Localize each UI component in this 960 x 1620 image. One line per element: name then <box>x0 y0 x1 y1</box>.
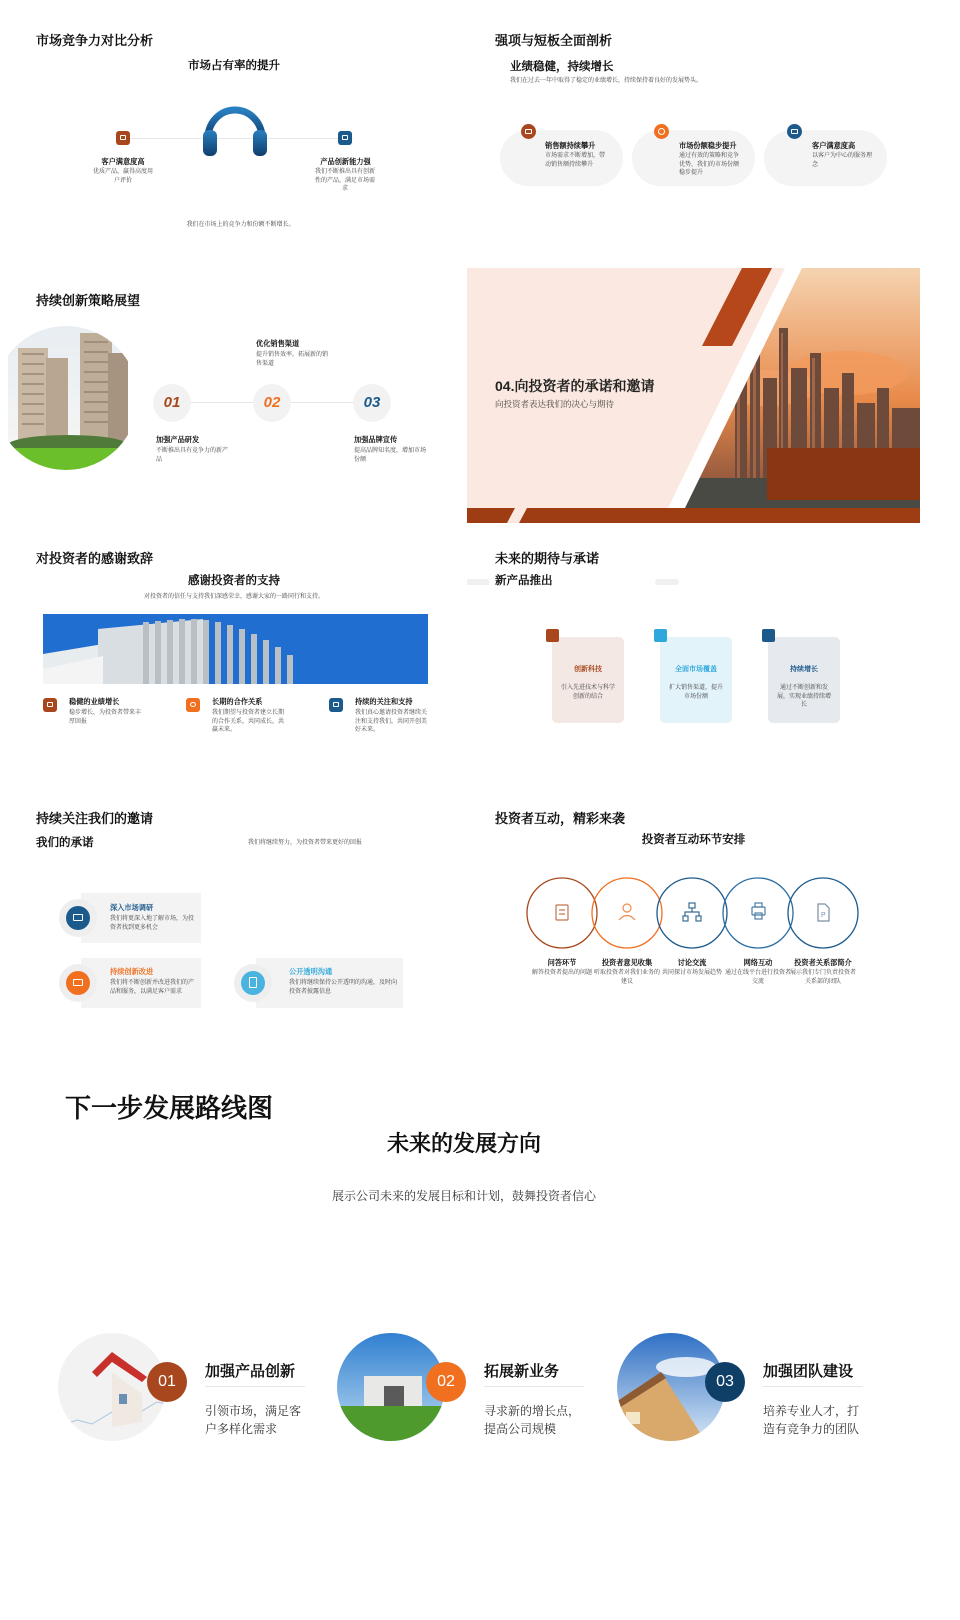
number-badge: 01 <box>147 1362 187 1402</box>
intro-text: 对投资者的信任与支持我们深感荣幸，感谢大家的一路同行和支持。 <box>143 594 324 600</box>
left-desc: 不断推出具有竞争力的新产品 <box>156 448 229 463</box>
number-badge: 03 <box>705 1362 745 1402</box>
slide-title: 下一步发展路线图 <box>65 1093 274 1123</box>
item-desc: 解答投资者提出的问题 <box>531 970 592 976</box>
section-subtitle: 向投资者表达我们的决心与期待 <box>495 399 615 409</box>
slide-title: 市场竞争力对比分析 <box>36 33 154 48</box>
growth-icon <box>43 698 57 712</box>
card-innovation[interactable] <box>552 637 624 723</box>
slide-subtitle: 市场占有率的提升 <box>188 60 280 72</box>
item-desc: 寻求新的增长点，提高公司规模 <box>484 1404 581 1436</box>
support-icon <box>329 698 343 712</box>
slide-innovation-outlook[interactable] <box>8 268 453 523</box>
slide-investor-thanks[interactable] <box>8 530 453 775</box>
top-label: 优化销售渠道 <box>256 339 300 348</box>
printer-icon <box>752 903 765 919</box>
card-desc: 通过有效的策略和竞争优势，我们的市场份额稳步提升 <box>679 153 740 177</box>
item-label: 问答环节 <box>547 958 577 967</box>
card-growth[interactable] <box>768 637 840 723</box>
slide-subtitle: 我们的承诺 <box>36 837 94 849</box>
left-desc: 优质产品，赢得高度用户评价 <box>93 169 154 184</box>
item-desc: 展示我们专门负责投资者关系部的团队 <box>790 970 857 985</box>
item-label: 公开透明沟通 <box>289 967 333 976</box>
building-photo <box>8 323 128 473</box>
item-label: 深入市场调研 <box>110 903 154 912</box>
slide-title: 投资者互动，精彩来袭 <box>495 811 626 826</box>
slide-strengths-analysis[interactable] <box>467 10 920 255</box>
card-label: 销售额持续攀升 <box>545 141 596 150</box>
svg-text:P: P <box>821 912 826 919</box>
improve-icon <box>66 971 90 995</box>
slide-investor-interaction[interactable] <box>467 790 920 1035</box>
item-desc: 培养专业人才，打造有竞争力的团队 <box>763 1404 860 1436</box>
card-desc: 通过不断创新和发展，实现业绩持续增长 <box>776 685 831 709</box>
slide-roadmap[interactable] <box>8 1050 920 1570</box>
store-icon <box>116 131 130 145</box>
card-label: 持续增长 <box>790 666 818 673</box>
section-title: 04.向投资者的承诺和邀请 <box>495 378 655 394</box>
divider <box>205 1386 305 1387</box>
item-label: 拓展新业务 <box>484 1363 560 1380</box>
monitor-icon <box>338 131 352 145</box>
step-02: 02 <box>253 384 291 422</box>
left-label: 加强产品研发 <box>156 435 200 444</box>
intro-text: 展示公司未来的发展目标和计划，鼓舞投资者信心 <box>331 1189 596 1203</box>
user-icon <box>619 904 635 920</box>
item-desc: 我们将更深入地了解市场，为投资者找到更多机会 <box>110 916 195 931</box>
card-label: 市场份额稳步提升 <box>679 141 737 150</box>
item-label: 持续创新改进 <box>110 967 154 976</box>
clipboard-icon <box>556 905 568 920</box>
item-desc: 我们将不断创新并改进我们的产品和服务，以满足客户需求 <box>110 980 195 995</box>
slide-title: 对投资者的感谢致辞 <box>36 551 154 566</box>
decor-bar <box>655 579 679 585</box>
interaction-rings <box>522 875 867 953</box>
growth-icon <box>762 629 775 642</box>
right-label: 产品创新能力强 <box>320 157 371 166</box>
item-desc: 共同探讨市场发展趋势 <box>661 970 722 976</box>
document-icon <box>241 971 265 995</box>
card-label: 客户满意度高 <box>812 141 856 150</box>
divider <box>763 1386 863 1387</box>
left-label: 客户满意度高 <box>101 157 145 166</box>
item-label: 投资者关系部简介 <box>794 958 852 967</box>
card-label: 全面市场覆盖 <box>675 666 717 673</box>
card-coverage[interactable] <box>660 637 732 723</box>
tech-icon <box>546 629 559 642</box>
card-desc: 扩大销售渠道，提升市场份额 <box>668 685 723 700</box>
slide-section-commitment[interactable] <box>467 268 920 523</box>
architecture-photo <box>43 614 428 684</box>
item-desc: 通过在线平台进行投资者交流 <box>725 970 792 985</box>
right-label: 加强品牌宣传 <box>354 435 398 444</box>
step-03: 03 <box>353 384 391 422</box>
right-desc: 我们不断推出具有创新性的产品，满足市场需求 <box>314 169 375 193</box>
item-desc: 我们真心邀请投资者继续关注和支持我们，共同开创美好未来。 <box>355 710 428 734</box>
item-label: 长期的合作关系 <box>212 697 263 706</box>
headphones-icon <box>200 98 270 160</box>
chat-icon <box>66 906 90 930</box>
slide-future-promise[interactable] <box>467 530 920 775</box>
card-desc: 以客户为中心的服务理念 <box>812 153 873 168</box>
item-desc: 我们将继续保持公开透明的沟通，及时向投资者披露信息 <box>289 980 398 995</box>
step-01: 01 <box>153 384 191 422</box>
sales-icon <box>521 124 536 139</box>
partnership-icon <box>186 698 200 712</box>
item-label: 讨论交流 <box>677 958 707 967</box>
slide-market-competition[interactable] <box>8 10 453 255</box>
item-label: 持续的关注和支持 <box>355 697 413 706</box>
item-label: 网络互动 <box>743 958 773 967</box>
card-label: 创新科技 <box>574 666 602 673</box>
decor-bar <box>467 579 489 585</box>
slide-subtitle: 投资者互动环节安排 <box>641 834 746 846</box>
slide-invitation[interactable] <box>8 790 453 1035</box>
right-desc: 提高品牌知名度，增加市场份额 <box>354 448 427 463</box>
number-badge: 02 <box>426 1362 466 1402</box>
intro-text: 我们将继续努力，为投资者带来更好的回报 <box>248 840 363 846</box>
slide-title: 未来的期待与承诺 <box>495 551 600 566</box>
coverage-icon <box>654 629 667 642</box>
slide-subtitle: 感谢投资者的支持 <box>188 575 280 587</box>
item-label: 加强产品创新 <box>205 1363 296 1380</box>
card-desc: 市场需求不断增加，带动销售额持续攀升 <box>545 153 606 168</box>
item-desc: 我们期望与投资者建立长期的合作关系，共同成长，共赢未来。 <box>212 710 285 734</box>
target-icon <box>654 124 669 139</box>
footer-text: 我们在市场上的竞争力和份额不断增长。 <box>186 222 295 228</box>
slide-title: 强项与短板全面剖析 <box>495 33 613 48</box>
item-label: 投资者意见收集 <box>601 958 653 967</box>
item-label: 稳健的业绩增长 <box>69 697 120 706</box>
slide-title: 持续创新策略展望 <box>36 293 141 308</box>
intro-text: 我们在过去一年中取得了稳定的业绩增长，持续保持着良好的发展势头。 <box>510 78 703 84</box>
top-desc: 提升销售效率，拓展新的销售渠道 <box>256 352 329 367</box>
card-desc: 引入先进技术与科学创新的结合 <box>560 685 615 700</box>
slide-subtitle: 新产品推出 <box>495 575 553 587</box>
item-desc: 引领市场，满足客户多样化需求 <box>205 1404 302 1436</box>
divider <box>484 1386 584 1387</box>
item-label: 加强团队建设 <box>763 1363 854 1380</box>
item-desc: 稳步增长，为投资者带来丰厚回报 <box>69 710 142 725</box>
slide-subtitle: 未来的发展方向 <box>386 1131 541 1156</box>
file-icon <box>818 904 829 921</box>
item-desc: 听取投资者对我们业务的建议 <box>594 970 661 985</box>
slide-subtitle: 业绩稳健，持续增长 <box>510 61 614 73</box>
satisfaction-icon <box>787 124 802 139</box>
network-icon <box>683 903 701 921</box>
slide-title: 持续关注我们的邀请 <box>36 811 154 826</box>
